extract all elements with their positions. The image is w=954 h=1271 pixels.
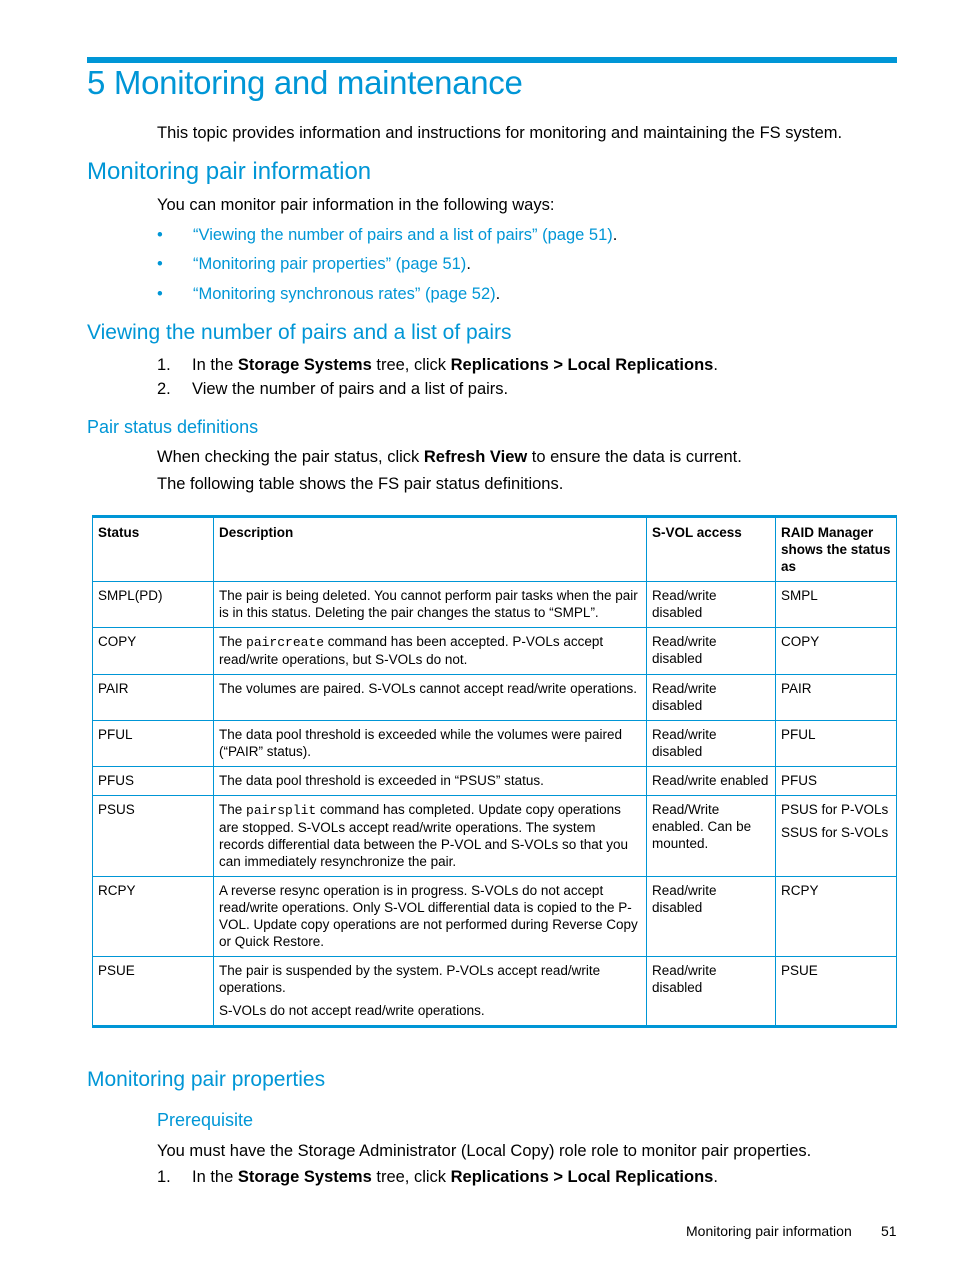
cell-svol-access: Read/write disabled: [647, 675, 776, 721]
link-monitoring-synchronous-rates[interactable]: “Monitoring synchronous rates” (page 52): [193, 285, 496, 303]
table-row: [93, 957, 897, 1027]
cell-raid: PAIR: [776, 675, 897, 721]
cell-description: The pair is being deleted. You cannot perform pair tasks when the pair is in this status. Deleting the pair changes the status to “SMPL”.: [214, 582, 647, 628]
table-row: [93, 796, 897, 877]
cell-raid: PFUS: [776, 767, 897, 796]
step-text: tree, click: [371, 356, 451, 374]
table-row: [93, 877, 897, 957]
link-monitoring-pair-properties[interactable]: “Monitoring pair properties” (page 51): [193, 255, 467, 273]
cell-description: The volumes are paired. S-VOLs cannot accept read/write operations.: [214, 675, 647, 721]
link-viewing-pairs[interactable]: “Viewing the number of pairs and a list of pairs” (page 51): [193, 226, 613, 244]
code-command: paircreate: [246, 635, 325, 650]
header-description: Description: [214, 517, 647, 582]
cell-status: COPY: [93, 628, 214, 675]
cell-status: RCPY: [93, 877, 214, 957]
chapter-title: 5 Monitoring and maintenance: [87, 64, 523, 101]
cell-raid: SMPL: [776, 582, 897, 628]
intro-text: This topic provides information and instructions for monitoring and maintaining the FS system.: [157, 124, 843, 142]
ui-term-refresh-view: Refresh View: [423, 448, 528, 466]
cell-description: [214, 957, 647, 1027]
cell-text: PSUS for P-VOLs: [781, 802, 889, 817]
cell-raid: COPY: [776, 628, 897, 675]
cell-svol-access: Read/write disabled: [647, 957, 776, 1027]
table-row: [93, 721, 897, 767]
bullet-tail: .: [466, 255, 471, 273]
cell-text: SSUS for S-VOLs: [781, 825, 889, 840]
table-row: [93, 767, 897, 796]
paragraph-text: to ensure the data is current.: [527, 448, 742, 466]
cell-status: PSUE: [93, 957, 214, 1027]
cell-text: command has been accepted. P-VOLs accept read/write operations, but S-VOLs do not.: [219, 634, 604, 667]
cell-raid: RCPY: [776, 877, 897, 957]
step-text: .: [713, 1168, 718, 1186]
table-row: [93, 582, 897, 628]
bullet-dot: •: [157, 285, 163, 303]
header-status: Status: [93, 517, 214, 582]
bullet-dot: •: [157, 226, 163, 244]
step-number: 2.: [157, 380, 171, 398]
cell-text: The pair is suspended by the system. P-VOLs accept read/write operations.: [219, 963, 601, 995]
chapter-rule: [87, 57, 897, 63]
cell-svol-access: Read/write disabled: [647, 628, 776, 675]
section-title-pair-status-definitions: Pair status definitions: [87, 417, 259, 437]
ui-term-storage-systems: Storage Systems: [237, 1168, 372, 1186]
refresh-paragraph: [157, 448, 742, 467]
code-command: pairsplit: [246, 803, 317, 818]
cell-text: The: [219, 634, 247, 649]
section-lead: You can monitor pair information in the following ways:: [157, 196, 555, 214]
cell-text: The: [219, 802, 247, 817]
bullet-tail: .: [612, 226, 618, 244]
footer-page-number: 51: [881, 1223, 897, 1239]
cell-status: SMPL(PD): [93, 582, 214, 628]
table-header-row: [93, 517, 897, 582]
cell-description: [214, 628, 647, 675]
section-title-viewing-pairs: Viewing the number of pairs and a list of pairs: [87, 321, 512, 344]
ui-term-storage-systems: Storage Systems: [237, 356, 372, 374]
subheading-prerequisite: Prerequisite: [157, 1110, 254, 1130]
cell-svol-access: Read/Write enabled. Can be mounted.: [647, 796, 776, 877]
section-title-monitoring-pair-information: Monitoring pair information: [87, 158, 372, 185]
cell-description: [214, 796, 647, 877]
bullet-dot: •: [157, 255, 163, 273]
step-number: 1.: [157, 356, 171, 374]
header-svol-access: S-VOL access: [647, 517, 776, 582]
table-row: [93, 675, 897, 721]
cell-svol-access: Read/write disabled: [647, 582, 776, 628]
paragraph-text: When checking the pair status, click: [157, 448, 424, 466]
table-row: [93, 628, 897, 675]
cell-svol-access: Read/write disabled: [647, 721, 776, 767]
cell-svol-access: Read/write disabled: [647, 877, 776, 957]
cell-raid: [776, 796, 897, 877]
cell-text: command has completed. Update copy operations are stopped. S-VOLs accept read/write operations. The system records differential data between the P-VOL and S-VOLs so that you can immediately resynchronize the pair.: [219, 802, 628, 869]
step-text: tree, click: [371, 1168, 451, 1186]
cell-raid: PSUE: [776, 957, 897, 1027]
prerequisite-text: You must have the Storage Administrator (Local Copy) role role to monitor pair properties.: [157, 1142, 812, 1160]
section-title-monitoring-pair-properties: Monitoring pair properties: [87, 1068, 326, 1091]
step-number: 1.: [157, 1168, 171, 1186]
cell-svol-access: Read/write enabled: [647, 767, 776, 796]
cell-status: PFUL: [93, 721, 214, 767]
bullet-tail: .: [495, 285, 501, 303]
step-text: View the number of pairs and a list of pairs.: [192, 380, 509, 398]
table-intro: The following table shows the FS pair status definitions.: [157, 475, 564, 493]
cell-description: A reverse resync operation is in progress. S-VOLs do not accept read/write operations. Only S-VOL differential data is copied to the P-VOL. Update copy operations are not performed during Reverse Copy or Quick Restore.: [214, 877, 647, 957]
cell-status: PFUS: [93, 767, 214, 796]
footer-section-label: Monitoring pair information: [686, 1223, 852, 1239]
cell-raid: PFUL: [776, 721, 897, 767]
cell-text: S-VOLs do not accept read/write operations.: [219, 1003, 485, 1018]
ui-term-local-replications: Replications > Local Replications: [450, 1168, 714, 1186]
step-text: In the: [192, 1168, 238, 1186]
cell-status: PSUS: [93, 796, 214, 877]
ui-term-local-replications: Replications > Local Replications: [450, 356, 714, 374]
step-text: In the: [192, 356, 238, 374]
cell-status: PAIR: [93, 675, 214, 721]
step-text: .: [713, 356, 718, 374]
header-raid-manager: RAID Manager shows the status as: [776, 517, 897, 582]
cell-description: The data pool threshold is exceeded in “PSUS” status.: [214, 767, 647, 796]
pair-status-table: [92, 515, 897, 1028]
cell-description: The data pool threshold is exceeded while the volumes were paired (“PAIR” status).: [214, 721, 647, 767]
